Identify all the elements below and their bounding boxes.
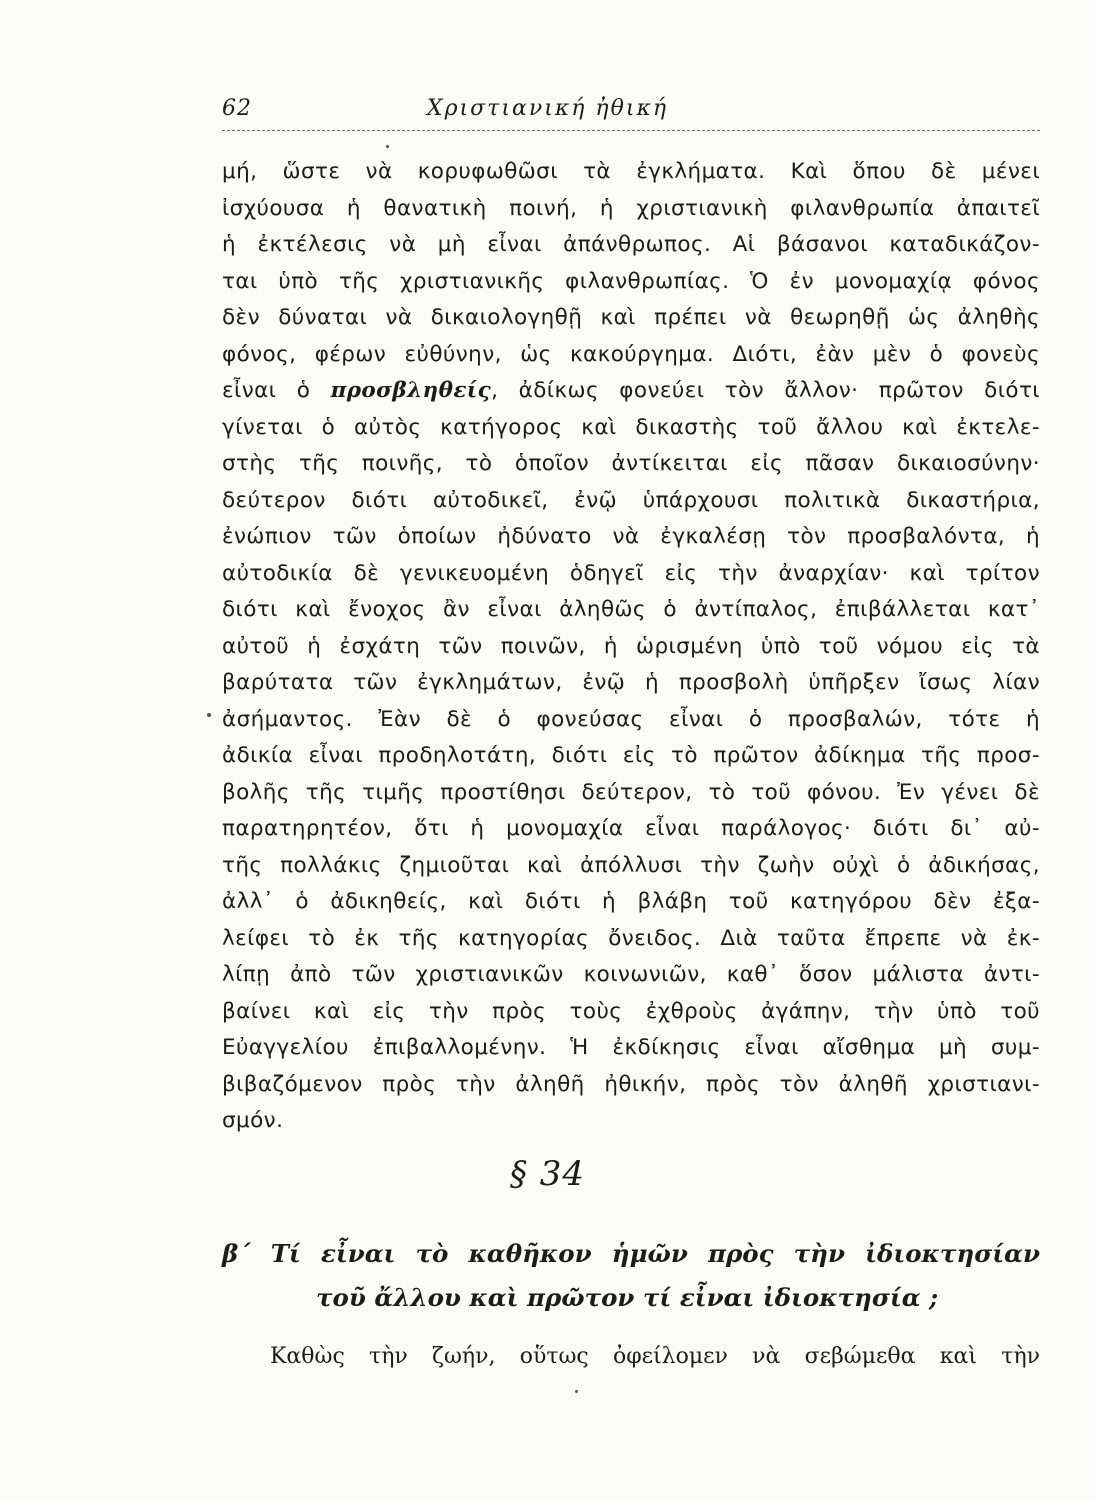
header-rule <box>222 130 1040 131</box>
paper-speck <box>207 713 211 717</box>
running-title: Χριστιανική ἠθική <box>426 96 669 121</box>
text-line: φόνος, φέρων εὐθύνην, ὡς κακούργημα. Διότι, ἐὰν μὲν ὁ φονεὺς <box>222 341 1040 367</box>
body-text <box>222 154 1040 1140</box>
text-line: αὐτοδικία δὲ γενικευομένη ὁδηγεῖ εἰς τὴν ἀναρχίαν· καὶ τρίτον <box>222 560 1040 586</box>
text-line: τῆς πολλάκις ζημιοῦται καὶ ἀπόλλυσι τὴν ζωὴν οὐχὶ ὁ ἀδικήσας, <box>222 852 1040 878</box>
text-line: παρατηρητέον, ὅτι ἡ μονομαχία εἶναι παράλογος· διότι δι᾿ αὐ- <box>222 816 1040 841</box>
text-line: αὐτοῦ ἡ ἐσχάτη τῶν ποινῶν, ἡ ὡρισμένη ὑπὸ τοῦ νόμου εἰς τὰ <box>222 633 1040 659</box>
text-line: βαίνει καὶ εἰς τὴν πρὸς τοὺς ἐχθροὺς ἀγάπην, τὴν ὑπὸ τοῦ <box>222 998 1040 1024</box>
text-line: βολῆς τῆς τιμῆς προστίθησι δεύτερον, τὸ τοῦ φόνου. Ἐν γένει δὲ <box>222 779 1040 805</box>
paper-speck <box>386 145 389 148</box>
text-line: ἐνώπιον τῶν ὁποίων ἠδύνατο νὰ ἐγκαλέσῃ τὸν προσβαλόντα, ἡ <box>222 524 1040 549</box>
text-line: ἀδικία εἶναι προδηλοτάτη, διότι εἰς τὸ πρῶτον ἀδίκημα τῆς προσ- <box>222 743 1040 768</box>
text-line: ἀσήμαντος. Ἐὰν δὲ ὁ φονεύσας εἶναι ὁ προσβαλών, τότε ἡ <box>222 706 1040 732</box>
text-line: Εὐαγγελίου ἐπιβαλλομένην. Ἡ ἐκδίκησις εἶναι αἴσθημα μὴ συμ- <box>222 1035 1040 1060</box>
page-header <box>0 96 1095 130</box>
section-heading <box>222 1232 1040 1320</box>
text-line: δὲν δύναται νὰ δικαιολογηθῇ καὶ πρέπει νὰ θεωρηθῇ ὡς ἀληθὴς <box>222 305 1040 330</box>
text-line: λίπῃ ἀπὸ τῶν χριστιανικῶν κοινωνιῶν, καθ᾿ ὅσον μάλιστα ἀντι- <box>222 962 1040 987</box>
text-line: διότι καὶ ἔνοχος ἂν εἶναι ἀληθῶς ὁ ἀντίπαλος, ἐπιβάλλεται κατ᾿ <box>222 597 1040 622</box>
text-line: στὴς τῆς ποινῆς, τὸ ὁποῖον ἀντίκειται εἰς πᾶσαν δικαιοσύνην· <box>222 451 1040 476</box>
text-line: βαρύτατα τῶν ἐγκλημάτων, ἐνῷ ἡ προσβολὴ ὑπῆρξεν ἴσως λίαν <box>222 670 1040 695</box>
text-line: ἡ ἐκτέλεσις νὰ μὴ εἶναι ἀπάνθρωπος. Αἱ βάσανοι καταδικάζον- <box>222 232 1040 257</box>
text-line: ἰσχύουσα ἡ θανατικὴ ποινή, ἡ χριστιανικὴ φιλανθρωπία ἀπαιτεῖ <box>222 195 1040 221</box>
text-line: ἀλλ᾿ ὁ ἀδικηθείς, καὶ διότι ἡ βλάβη τοῦ κατηγόρου δὲν ἐξα- <box>222 889 1040 914</box>
section-heading-line: β΄ Τί εἶναι τὸ καθῆκον ἡμῶν πρὸς τὴν ἰδιοκτησίαν <box>222 1239 1040 1268</box>
page-number: 62 <box>222 96 252 121</box>
paragraph-first-line: Καθὼς τὴν ζωήν, οὕτως ὀφείλομεν νὰ σεβώμεθα καὶ τὴν <box>270 1344 1040 1369</box>
section-number: § 34 <box>509 1154 586 1194</box>
paper-speck <box>575 1390 578 1393</box>
text-line: εἶναι ὁ προσβληθείς, ἀδίκως φονεύει τὸν ἄλλον· πρῶτον διότι <box>222 378 1040 403</box>
text-line: σμόν. <box>222 1108 284 1133</box>
text-line: γίνεται ὁ αὐτὸς κατήγορος καὶ δικαστὴς τοῦ ἄλλου καὶ ἐκτελε- <box>222 414 1040 440</box>
text-line: βιβαζόμενον πρὸς τὴν ἀληθῆ ἠθικήν, πρὸς τὸν ἀληθῆ χριστιανι- <box>222 1071 1040 1097</box>
text-line: λείφει τὸ ἐκ τῆς κατηγορίας ὄνειδος. Διὰ ταῦτα ἔπρεπε νὰ ἐκ- <box>222 925 1040 951</box>
text-line: μή, ὥστε νὰ κορυφωθῶσι τὰ ἐγκλήματα. Καὶ ὅπου δὲ μένει <box>222 159 1040 184</box>
text-line: ται ὑπὸ τῆς χριστιανικῆς φιλανθρωπίας. Ὁ ἐν μονομαχίᾳ φόνος <box>222 268 1040 294</box>
emphasized-word: προσβληθείς <box>330 378 492 403</box>
text-line: δεύτερον διότι αὐτοδικεῖ, ἐνῷ ὑπάρχουσι πολιτικὰ δικαστήρια, <box>222 487 1040 513</box>
section-heading-line: τοῦ ἄλλου καὶ πρῶτον τί εἶναι ἰδιοκτησία ; <box>316 1283 939 1312</box>
